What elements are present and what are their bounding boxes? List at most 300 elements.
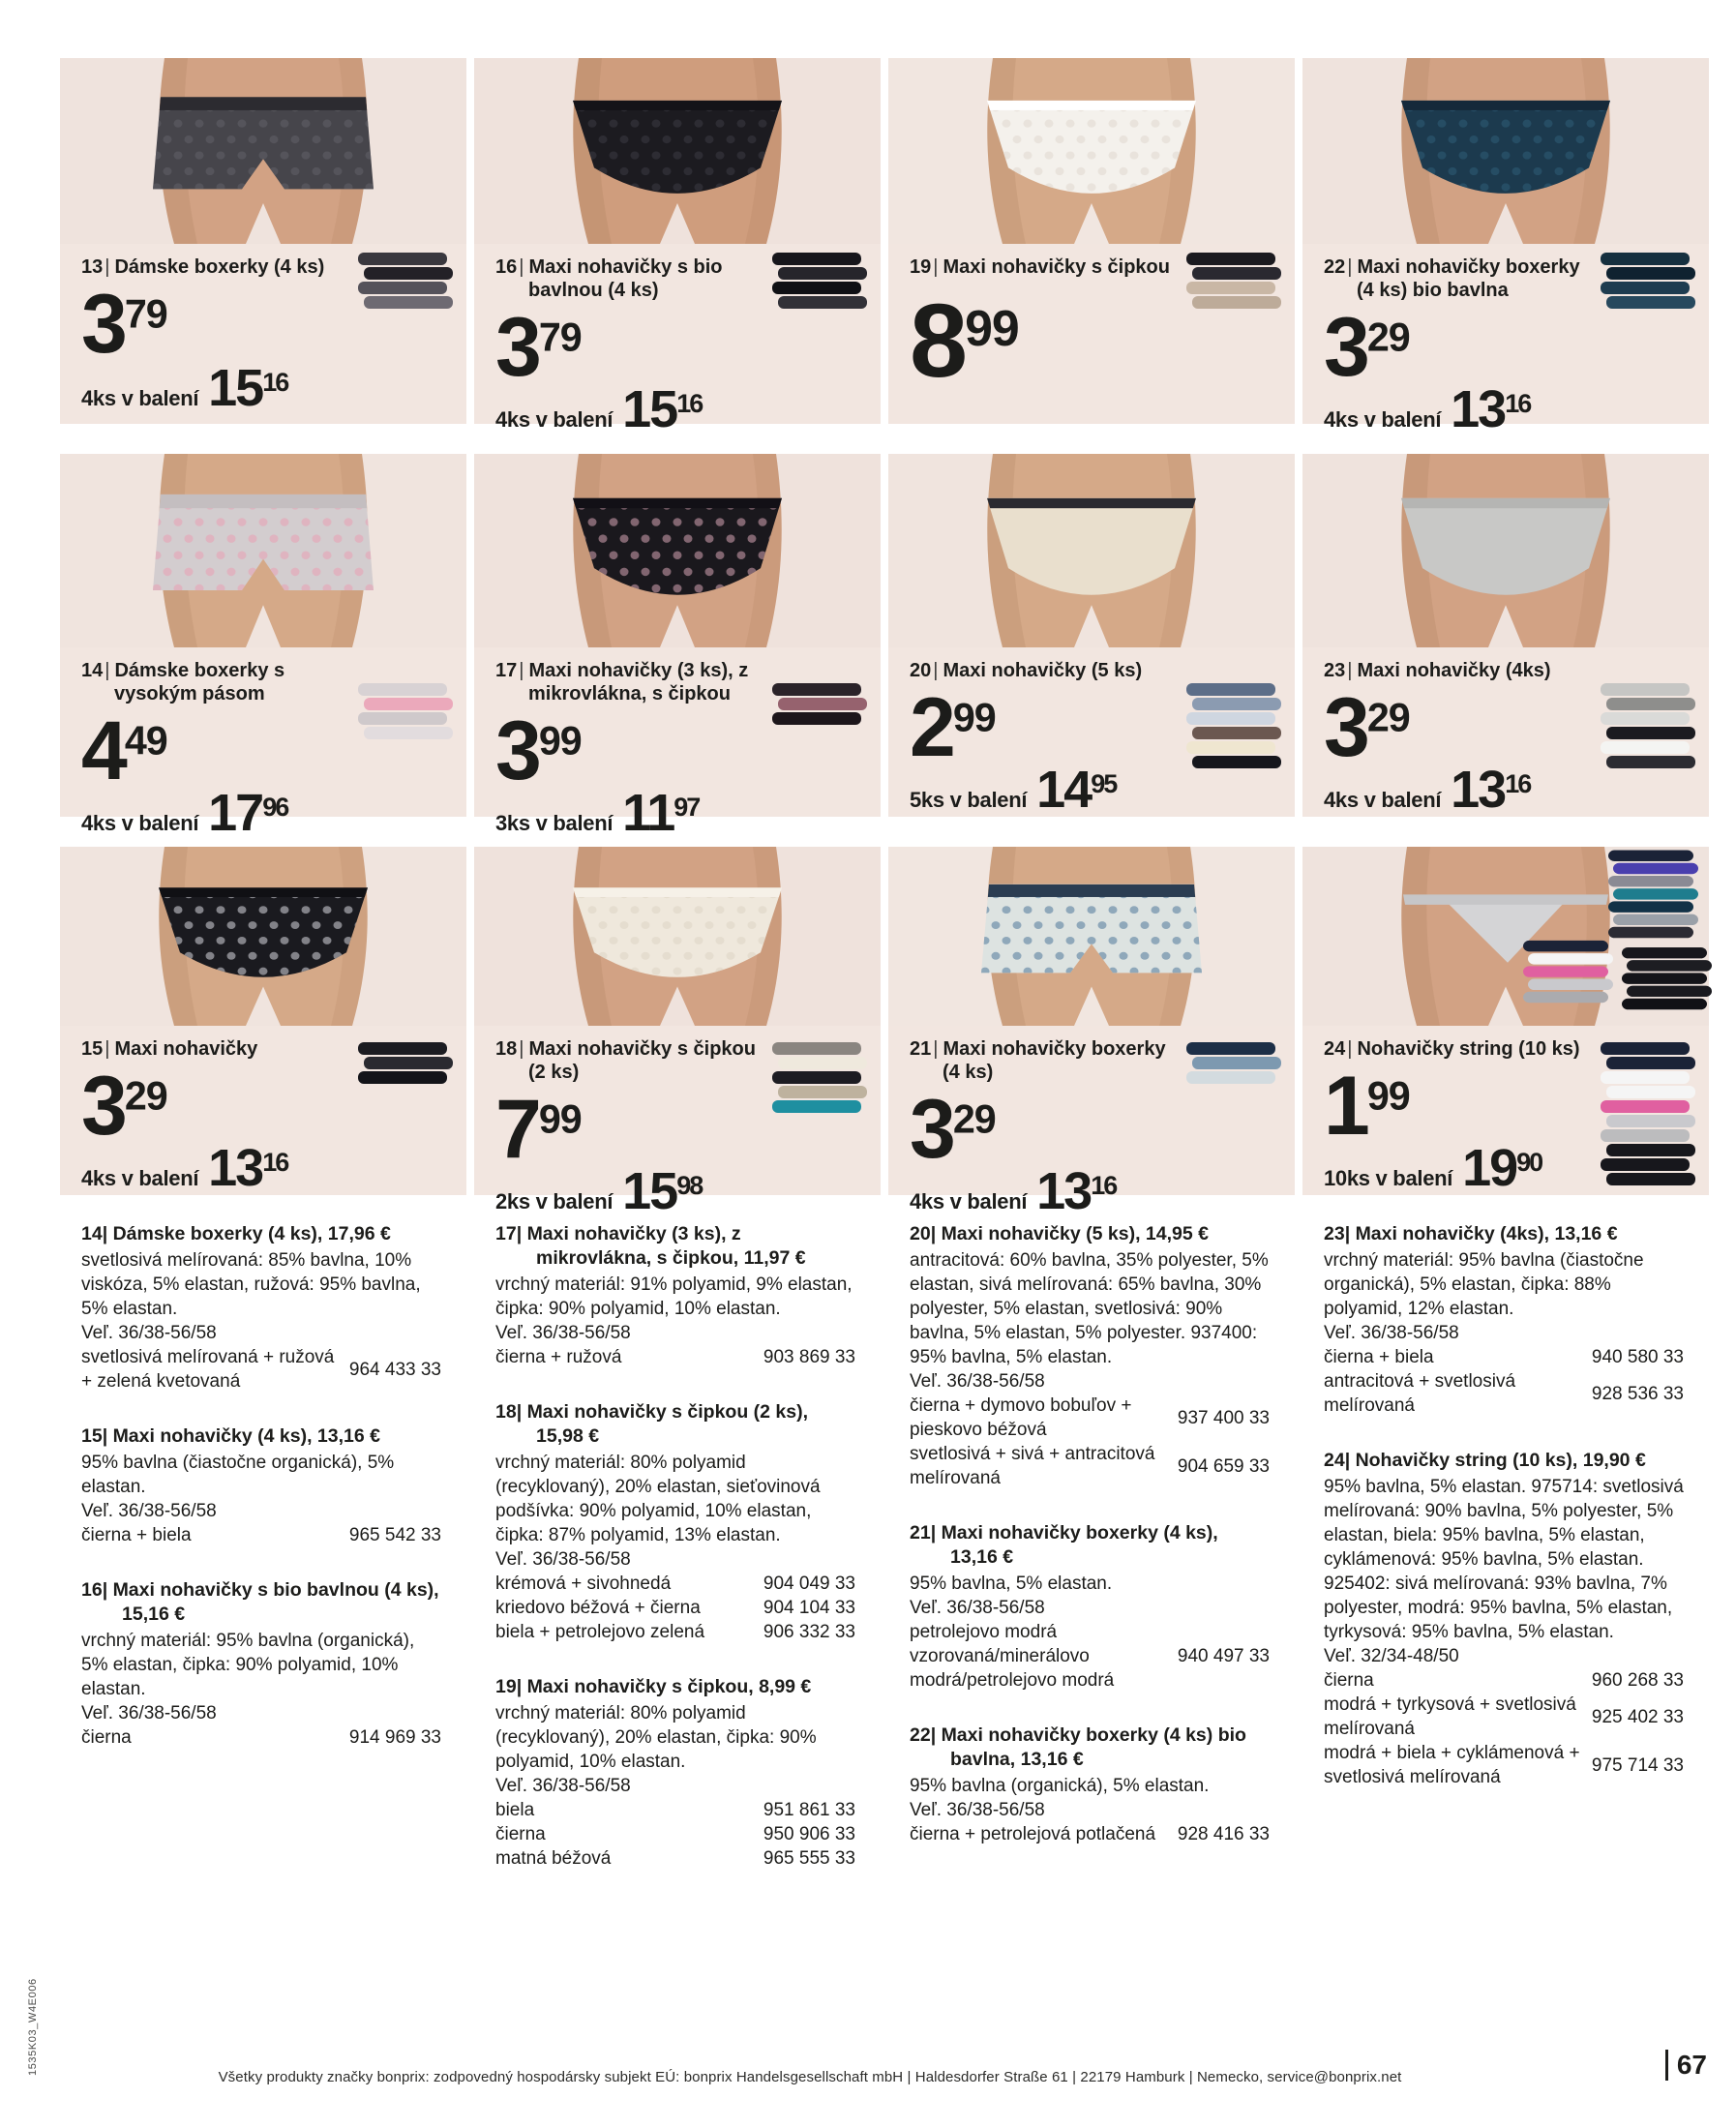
color-variant-label: čierna + biela — [1324, 1347, 1434, 1367]
product-stack-thumbnail — [772, 1039, 869, 1118]
pack-price-row — [910, 1162, 1281, 1221]
article-code: 951 861 33 — [763, 1800, 855, 1820]
pack-price-integer: 15 — [208, 359, 263, 418]
product-stack-thumbnail — [772, 680, 869, 730]
model-photo-illustration — [1302, 454, 1709, 647]
product-photo — [1302, 847, 1709, 1026]
pack-price-integer: 13 — [1451, 380, 1506, 439]
price-integer: 3 — [1324, 681, 1367, 774]
product-photo — [888, 58, 1295, 244]
article-code: 940 580 33 — [1591, 1347, 1684, 1367]
separator: | — [1347, 660, 1353, 681]
description-block — [81, 1222, 441, 1394]
pack-price-row — [81, 784, 453, 843]
product-info — [1302, 647, 1709, 825]
pack-price — [1036, 761, 1117, 820]
article-code: 964 433 33 — [348, 1359, 441, 1380]
product-number: 14 — [81, 660, 104, 681]
product-thumbnail — [772, 680, 869, 730]
color-variant-row — [81, 1523, 441, 1547]
price-integer: 3 — [1324, 301, 1367, 394]
product-thumbnail — [358, 250, 455, 314]
price-decimal: 79 — [538, 315, 582, 360]
product-number: 18 — [495, 1038, 518, 1060]
article-code: 925 402 33 — [1591, 1706, 1684, 1727]
product-info — [60, 1026, 466, 1204]
pack-price-decimal: 98 — [676, 1171, 703, 1201]
description-block — [910, 1723, 1270, 1846]
pack-price-decimal: 90 — [1516, 1148, 1542, 1178]
description-title: 19| Maxi nohavičky s čipkou, 8,99 € — [495, 1676, 812, 1697]
pack-price-decimal: 96 — [262, 793, 288, 823]
pack-price-integer: 13 — [208, 1139, 263, 1198]
pack-size-label: 4ks v balení — [1324, 788, 1442, 813]
article-code: 965 555 33 — [763, 1848, 855, 1869]
color-variant-row — [81, 1725, 441, 1750]
product-info — [1302, 244, 1709, 445]
description-line: Veľ. 36/38-56/58 — [910, 1371, 1045, 1392]
description-line: Veľ. 36/38-56/58 — [81, 1323, 217, 1343]
color-variant-row — [1324, 1369, 1684, 1418]
product-title-text: Maxi nohavičky (5 ks) — [943, 660, 1143, 681]
color-variant-label: čierna — [81, 1727, 132, 1748]
description-line: 95% bavlna, 5% elastan. 975714: svetlosivá melírovaná: 90% bavlna, 5% polyester, 5% elastan, biela: 95% bavlna, 5% elastan, cyklámenová: 95% bavlna, 5% elastan. 925402: sivá melírovaná: 93% bavlna, 7% polyester, modrá: 95% bavlna, 5% elastan, tyrkysová: 95% bavlna, 5% elastan. — [1324, 1477, 1684, 1642]
product-thumbnail — [1601, 250, 1697, 314]
pack-price-row — [495, 1162, 867, 1221]
price-integer: 7 — [495, 1083, 539, 1176]
product-info — [60, 647, 466, 849]
pack-price — [1451, 380, 1531, 439]
product-thumbnail — [1186, 680, 1283, 773]
article-code: 903 869 33 — [763, 1347, 855, 1367]
color-variant-row — [910, 1394, 1270, 1442]
page-number-value: 67 — [1676, 2050, 1707, 2080]
separator: | — [1347, 1038, 1353, 1060]
description-line: Veľ. 36/38-56/58 — [910, 1800, 1045, 1820]
separator: | — [519, 660, 524, 681]
description-line: Veľ. 32/34-48/50 — [1324, 1646, 1459, 1666]
pack-price-row — [910, 761, 1281, 820]
product-title-text: Nohavičky string (10 ks) — [1357, 1038, 1580, 1060]
description-line: Veľ. 36/38-56/58 — [495, 1323, 631, 1343]
product-photo — [60, 847, 466, 1026]
article-code: 975 714 33 — [1591, 1754, 1684, 1776]
color-variant-row — [495, 1345, 855, 1369]
description-title: 14| Dámske boxerky (4 ks), 17,96 € — [81, 1223, 391, 1244]
description-line: vrchný materiál: 95% bavlna (organická), 5% elastan, čipka: 90% polyamid, 10% elastan. — [81, 1631, 415, 1699]
color-variant-label: svetlosivá + sivá + antracitová melírovaná — [910, 1444, 1155, 1488]
pack-size-label: 10ks v balení — [1324, 1166, 1453, 1191]
model-photo-illustration — [1302, 847, 1709, 1026]
color-variant-label: krémová + sivohnedá — [495, 1574, 672, 1594]
product-title-text: Maxi nohavičky — [114, 1038, 258, 1060]
article-code: 914 969 33 — [348, 1727, 441, 1748]
article-code: 960 268 33 — [1591, 1670, 1684, 1691]
description-line: vrchný materiál: 80% polyamid (recyklovaný), 20% elastan, čipka: 90% polyamid, 10% elastan. — [495, 1703, 817, 1772]
product-stack-thumbnail — [358, 250, 455, 314]
pack-price — [208, 1139, 288, 1198]
article-code: 906 332 33 — [763, 1622, 855, 1642]
description-line: 95% bavlna (organická), 5% elastan. — [910, 1776, 1210, 1796]
pack-price-row — [1324, 761, 1695, 820]
product-title-text: Maxi nohavičky s čipkou (2 ks) — [528, 1038, 756, 1083]
price-integer: 3 — [81, 1060, 125, 1153]
product-title-text: Maxi nohavičky s čipkou — [943, 256, 1170, 278]
unit-price — [495, 301, 867, 394]
product-number: 17 — [495, 660, 518, 681]
pack-size-label: 4ks v balení — [81, 811, 199, 836]
pack-price-decimal: 16 — [262, 368, 288, 398]
product-thumbnail — [358, 1039, 455, 1089]
product-thumbnail — [1601, 1039, 1697, 1190]
color-variant-row — [81, 1345, 441, 1394]
product-card-13 — [60, 58, 466, 424]
pack-price-row — [495, 380, 867, 439]
product-thumbnail — [1186, 1039, 1283, 1089]
description-line: antracitová: 60% bavlna, 35% polyester, 5% elastan, sivá melírovaná: 65% bavlna, 30% polyester, 5% elastan, svetlosivá: 90% bavlna, 5% elastan, 5% polyester. 937400: 95% bavlna, 5% elastan. — [910, 1250, 1269, 1367]
article-code: 965 542 33 — [348, 1525, 441, 1545]
model-photo-illustration — [888, 454, 1295, 647]
price-integer: 3 — [495, 301, 539, 394]
product-card-19 — [888, 58, 1295, 424]
description-line: Veľ. 36/38-56/58 — [495, 1776, 631, 1796]
article-code: 904 049 33 — [763, 1574, 855, 1594]
product-number: 22 — [1324, 256, 1346, 278]
product-number: 24 — [1324, 1038, 1346, 1060]
price-decimal: 29 — [1366, 315, 1410, 360]
model-photo-illustration — [474, 454, 881, 647]
pack-price-integer: 19 — [1462, 1139, 1517, 1198]
pack-size-label: 4ks v balení — [495, 407, 614, 433]
pack-price-integer: 13 — [1036, 1162, 1092, 1221]
color-variant-label: čierna + ružová — [495, 1347, 622, 1367]
color-variant-label: matná béžová — [495, 1848, 612, 1869]
pack-price — [622, 784, 700, 843]
pack-price — [622, 1162, 703, 1221]
model-photo-illustration — [888, 847, 1295, 1026]
description-line: Veľ. 36/38-56/58 — [81, 1703, 217, 1723]
description-block — [1324, 1222, 1684, 1418]
pack-price-integer: 11 — [622, 784, 674, 843]
color-variant-row — [495, 1846, 855, 1871]
color-variant-label: biela + petrolejovo zelená — [495, 1622, 705, 1642]
product-title-text: Maxi nohavičky (4ks) — [1357, 660, 1551, 681]
product-info — [888, 1026, 1295, 1227]
color-variant-label: modrá + biela + cyklámenová + svetlosivá melírovaná — [1324, 1743, 1580, 1787]
pack-price — [208, 784, 288, 843]
product-photo — [888, 847, 1295, 1026]
pack-size-label: 4ks v balení — [910, 1189, 1028, 1214]
product-info — [474, 1026, 881, 1227]
pack-size-label: 2ks v balení — [495, 1189, 614, 1214]
pack-price-decimal: 16 — [262, 1148, 288, 1178]
product-info — [888, 244, 1295, 424]
product-card-23 — [1302, 454, 1709, 820]
price-integer: 3 — [910, 1083, 953, 1176]
color-variant-label: čierna + dymovo bobuľov + pieskovo béžová — [910, 1395, 1132, 1440]
separator: | — [519, 1038, 524, 1060]
product-photo — [474, 847, 881, 1026]
pack-price-row — [81, 1139, 453, 1198]
article-code: 904 104 33 — [763, 1598, 855, 1618]
pack-price-decimal: 16 — [676, 389, 703, 419]
color-variant-label: čierna + petrolejová potlačená — [910, 1824, 1156, 1844]
product-title-text: Maxi nohavičky s bio bavlnou (4 ks) — [528, 256, 723, 301]
description-title: 17| Maxi nohavičky (3 ks), z mikrovlákna, s čipkou, 11,97 € — [495, 1223, 806, 1269]
product-info — [474, 244, 881, 445]
separator: | — [105, 660, 110, 681]
description-block — [81, 1578, 441, 1750]
pack-price-integer: 15 — [622, 380, 677, 439]
separator: | — [933, 256, 939, 278]
description-block — [1324, 1449, 1684, 1789]
product-number: 16 — [495, 256, 518, 278]
description-title: 23| Maxi nohavičky (4ks), 13,16 € — [1324, 1223, 1618, 1244]
color-variant-label: čierna — [495, 1824, 546, 1844]
page-number — [1665, 2050, 1707, 2081]
pack-price-decimal: 97 — [673, 793, 700, 823]
product-stack-thumbnail — [358, 680, 455, 744]
color-variant-label: čierna — [1324, 1670, 1374, 1691]
pack-price-integer: 17 — [208, 784, 263, 843]
pack-price-integer: 13 — [1451, 761, 1506, 820]
description-line: 95% bavlna (čiastočne organická), 5% elastan. — [81, 1453, 395, 1497]
price-decimal: 99 — [538, 718, 582, 764]
product-card-21 — [888, 847, 1295, 1221]
price-decimal: 99 — [965, 299, 1019, 356]
color-variant-row — [495, 1798, 855, 1822]
product-descriptions — [60, 1222, 1701, 1902]
color-variant-row — [1324, 1693, 1684, 1741]
product-thumbnail — [358, 680, 455, 744]
unit-price — [1324, 301, 1695, 394]
pack-price — [1462, 1139, 1542, 1198]
color-variant-label: svetlosivá melírovaná + ružová + zelená kvetovaná — [81, 1347, 335, 1392]
model-photo-illustration — [474, 58, 881, 244]
description-block — [495, 1222, 855, 1369]
description-title: 21| Maxi nohavičky boxerky (4 ks), 13,16 € — [910, 1522, 1218, 1568]
pack-price-integer: 15 — [622, 1162, 677, 1221]
model-photo-illustration — [60, 58, 466, 244]
price-decimal: 29 — [1366, 695, 1410, 740]
color-variant-row — [910, 1442, 1270, 1490]
article-code: 928 536 33 — [1591, 1383, 1684, 1404]
pack-price-decimal: 16 — [1505, 389, 1531, 419]
product-number: 13 — [81, 256, 104, 278]
product-photo — [1302, 454, 1709, 647]
product-card-16 — [474, 58, 881, 439]
price-decimal: 49 — [124, 718, 167, 764]
product-stack-thumbnail — [1186, 1039, 1283, 1089]
product-info — [60, 244, 466, 424]
description-column-2 — [474, 1222, 881, 1902]
product-card-22 — [1302, 58, 1709, 439]
product-title-text: Maxi nohavičky boxerky (4 ks) bio bavlna — [1357, 256, 1580, 301]
price-decimal: 99 — [538, 1096, 582, 1142]
pack-price — [208, 359, 288, 418]
color-variant-label: antracitová + svetlosivá melírovaná — [1324, 1371, 1516, 1416]
separator: | — [933, 660, 939, 681]
description-line: vrchný materiál: 91% polyamid, 9% elastan, čipka: 90% polyamid, 10% elastan. — [495, 1274, 853, 1319]
description-title: 18| Maxi nohavičky s čipkou (2 ks), 15,98 € — [495, 1401, 809, 1447]
product-photo — [474, 454, 881, 647]
price-integer: 4 — [81, 704, 125, 797]
product-card-20 — [888, 454, 1295, 820]
separator: | — [105, 1038, 110, 1060]
pack-price — [1451, 761, 1531, 820]
color-variant-label: petrolejovo modrá vzorovaná/minerálovo modrá/petrolejovo modrá — [910, 1622, 1115, 1691]
pack-price-decimal: 95 — [1091, 769, 1117, 799]
separator: | — [105, 256, 110, 278]
pack-price — [622, 380, 703, 439]
product-stack-thumbnail — [1601, 680, 1697, 773]
product-stack-thumbnail — [772, 250, 869, 314]
product-title — [1324, 659, 1695, 682]
article-code: 928 416 33 — [1177, 1824, 1270, 1844]
pack-size-label: 4ks v balení — [81, 386, 199, 411]
description-title: 15| Maxi nohavičky (4 ks), 13,16 € — [81, 1425, 380, 1447]
pack-price-decimal: 16 — [1505, 769, 1531, 799]
description-column-4 — [1302, 1222, 1709, 1902]
description-title: 24| Nohavičky string (10 ks), 19,90 € — [1324, 1450, 1646, 1471]
pack-size-label: 3ks v balení — [495, 811, 614, 836]
color-variant-row — [910, 1822, 1270, 1846]
color-variant-label: modrá + tyrkysová + svetlosivá melírovaná — [1324, 1694, 1576, 1739]
description-block — [910, 1222, 1270, 1490]
pack-price-row — [81, 359, 453, 418]
product-number: 15 — [81, 1038, 104, 1060]
pack-size-label: 5ks v balení — [910, 788, 1028, 813]
product-photo — [1302, 58, 1709, 244]
price-integer: 1 — [1324, 1060, 1367, 1153]
description-block — [495, 1675, 855, 1871]
color-variant-label: kriedovo béžová + čierna — [495, 1598, 701, 1618]
product-number: 20 — [910, 660, 932, 681]
description-line: svetlosivá melírovaná: 85% bavlna, 10% viskóza, 5% elastan, ružová: 95% bavlna, 5% elastan. — [81, 1250, 421, 1319]
product-photo — [60, 58, 466, 244]
product-photo — [474, 58, 881, 244]
price-integer: 2 — [910, 681, 953, 774]
description-block — [910, 1521, 1270, 1693]
product-stack-thumbnail — [1601, 250, 1697, 314]
description-column-3 — [888, 1222, 1295, 1902]
price-integer: 3 — [495, 704, 539, 797]
product-photo — [60, 454, 466, 647]
model-photo-illustration — [1302, 58, 1709, 244]
product-title-text: Dámske boxerky s vysokým pásom — [114, 660, 285, 704]
product-number: 21 — [910, 1038, 932, 1060]
description-title: 20| Maxi nohavičky (5 ks), 14,95 € — [910, 1223, 1209, 1244]
pack-price — [1036, 1162, 1117, 1221]
description-title: 22| Maxi nohavičky boxerky (4 ks) bio bavlna, 13,16 € — [910, 1724, 1246, 1770]
product-number: 23 — [1324, 660, 1346, 681]
description-block — [81, 1424, 441, 1547]
pack-price-integer: 14 — [1036, 761, 1092, 820]
article-code: 937 400 33 — [1177, 1407, 1270, 1428]
product-info — [474, 647, 881, 849]
price-decimal: 99 — [952, 695, 996, 740]
color-variant-row — [910, 1620, 1270, 1693]
color-variant-row — [1324, 1345, 1684, 1369]
product-title-text: Dámske boxerky (4 ks) — [114, 256, 325, 278]
product-stack-thumbnail — [1186, 250, 1283, 314]
unit-price — [910, 1083, 1281, 1176]
model-photo-illustration — [60, 847, 466, 1026]
product-title-text: Maxi nohavičky (3 ks), z mikrovlákna, s čipkou — [528, 660, 749, 704]
color-variant-label: biela — [495, 1800, 535, 1820]
footer-legal-text: Všetky produkty značky bonprix: zodpovedný hospodársky subjekt EÚ: bonprix Handelsgesellschaft mbH | Haldesdorfer Straße 61 | 22179 Hamburk | Nemecko, service@bonprix.net — [218, 2069, 1402, 2085]
price-decimal: 99 — [1366, 1073, 1410, 1119]
pack-size-label: 4ks v balení — [1324, 407, 1442, 433]
color-variant-label: čierna + biela — [81, 1525, 192, 1545]
page-number-divider — [1665, 2050, 1668, 2081]
product-info — [1302, 1026, 1709, 1204]
product-thumbnail — [1601, 680, 1697, 773]
article-code: 904 659 33 — [1177, 1455, 1270, 1477]
color-variant-row — [495, 1572, 855, 1596]
product-card-18 — [474, 847, 881, 1221]
product-stack-thumbnail — [358, 1039, 455, 1089]
color-variant-row — [495, 1596, 855, 1620]
description-block — [495, 1400, 855, 1644]
product-card-grid — [60, 58, 1701, 1221]
product-card-15 — [60, 847, 466, 1198]
model-photo-illustration — [60, 454, 466, 647]
price-decimal: 29 — [124, 1073, 167, 1119]
description-line: 95% bavlna, 5% elastan. — [910, 1574, 1113, 1594]
description-line: Veľ. 36/38-56/58 — [81, 1501, 217, 1521]
pack-price-decimal: 16 — [1091, 1171, 1117, 1201]
color-variant-row — [495, 1620, 855, 1644]
product-info — [888, 647, 1295, 825]
separator: | — [933, 1038, 939, 1060]
product-card-17 — [474, 454, 881, 843]
description-line: vrchný materiál: 80% polyamid (recyklovaný), 20% elastan, sieťovinová podšívka: 90% polyamid, 10% elastan, čipka: 87% polyamid, 13% elastan. — [495, 1453, 821, 1545]
description-line: Veľ. 36/38-56/58 — [1324, 1323, 1459, 1343]
color-variant-row — [1324, 1741, 1684, 1789]
color-variant-row — [495, 1822, 855, 1846]
product-thumbnail — [1186, 250, 1283, 314]
model-photo-illustration — [888, 58, 1295, 244]
product-title-text: Maxi nohavičky boxerky (4 ks) — [943, 1038, 1166, 1083]
description-line: Veľ. 36/38-56/58 — [495, 1549, 631, 1570]
pack-size-label: 4ks v balení — [81, 1166, 199, 1191]
price-integer: 8 — [910, 282, 966, 399]
color-variant-row — [1324, 1668, 1684, 1693]
product-stack-thumbnail — [1601, 1039, 1697, 1190]
product-thumbnail — [772, 250, 869, 314]
description-title: 16| Maxi nohavičky s bio bavlnou (4 ks), 15,16 € — [81, 1579, 439, 1625]
product-number: 19 — [910, 256, 932, 278]
pack-price-row — [1324, 380, 1695, 439]
product-card-24 — [1302, 847, 1709, 1198]
product-stack-thumbnail — [1186, 680, 1283, 773]
separator: | — [1347, 256, 1353, 278]
price-integer: 3 — [81, 278, 125, 371]
price-decimal: 29 — [952, 1096, 996, 1142]
product-card-14 — [60, 454, 466, 843]
article-code: 950 906 33 — [763, 1824, 855, 1844]
separator: | — [519, 256, 524, 278]
pack-price-row — [495, 784, 867, 843]
description-line: Veľ. 36/38-56/58 — [910, 1598, 1045, 1618]
print-edition-code: 1535K03_W4E006 — [27, 1978, 39, 2076]
price-decimal: 79 — [124, 291, 167, 337]
product-thumbnail — [772, 1039, 869, 1118]
product-photo — [888, 454, 1295, 647]
description-column-1 — [60, 1222, 466, 1902]
article-code: 940 497 33 — [1177, 1646, 1270, 1666]
